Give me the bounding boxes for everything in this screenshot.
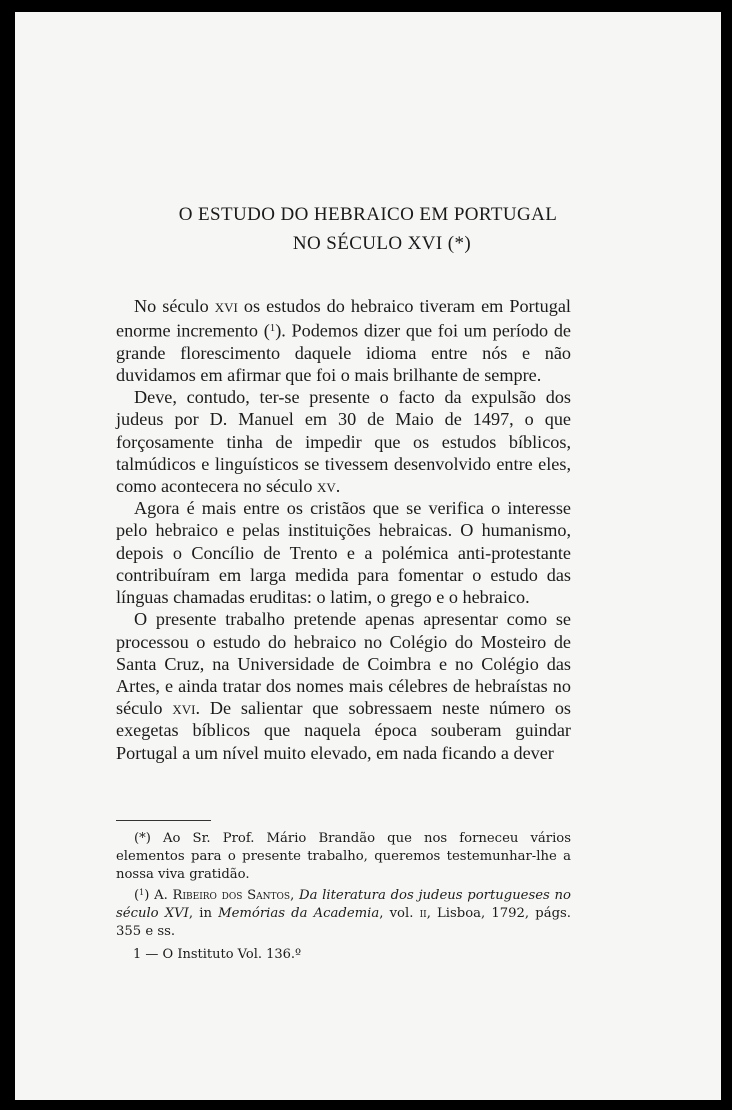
body-text	[116, 295, 571, 764]
footnote-2: ($^1$) A. Ribeiro dos Santos, Da literatura dos judeus portugueses no século XVI, in Memórias da Academia, vol. ii, Lisboa, 1792, págs. 355 e ss.	[116, 887, 571, 939]
title-line-1: O ESTUDO DO HEBRAICO EM PORTUGAL	[178, 204, 558, 225]
paragraph-3: Agora é mais entre os cristãos que se verifica o interesse pelo hebraico e pelas instituições hebraicas. O humanismo, depois o Concílio de Trento e a polémica anti-protestante contribuíram em larga medida para fomentar o estudo das línguas chamadas eruditas: o latim, o grego e o hebraico.	[116, 498, 571, 608]
page	[15, 12, 721, 1100]
footnote-divider	[116, 820, 211, 821]
footnote-1: (*) Ao Sr. Prof. Mário Brandão que nos forneceu vários elementos para o presente trabalho, queremos testemunhar-lhe a nossa viva gratidão.	[116, 831, 571, 882]
footnote-ref-1: 1	[269, 322, 276, 335]
title-line-2: NO SÉCULO XVI (*)	[292, 233, 472, 254]
signature-line: 1 — O Instituto Vol. 136.º	[133, 947, 302, 962]
paragraph-2: Deve, contudo, ter-se presente o facto da expulsão dos judeus por D. Manuel em 30 de Maio de 1497, o que forçosamente tinha de impedir que os estudos bíblicos, talmúdicos e linguísticos se tivessem desenvolvido entre eles, como acontecera no século xv.	[116, 387, 571, 497]
paragraph-4: O presente trabalho pretende apenas apresentar como se processou o estudo do hebraico no Colégio do Mosteiro de Santa Cruz, na Universidade de Coimbra e no Colégio das Artes, e ainda tratar dos nomes mais célebres de hebraístas no século xvi. De salientar que sobressaem neste número os exegetas bíblicos que naquela época souberam guindar Portugal a um nível muito elevado, em nada ficando a dever	[116, 609, 571, 763]
footnotes	[116, 830, 571, 941]
paragraph-1: No século xvi os estudos do hebraico tiveram em Portugal enorme incremento ($^1$). Podemos dizer que foi um período de grande florescimento daquele idioma entre nós e não duvidamos em afirmar que foi o mais brilhante de sempre.	[116, 296, 571, 386]
